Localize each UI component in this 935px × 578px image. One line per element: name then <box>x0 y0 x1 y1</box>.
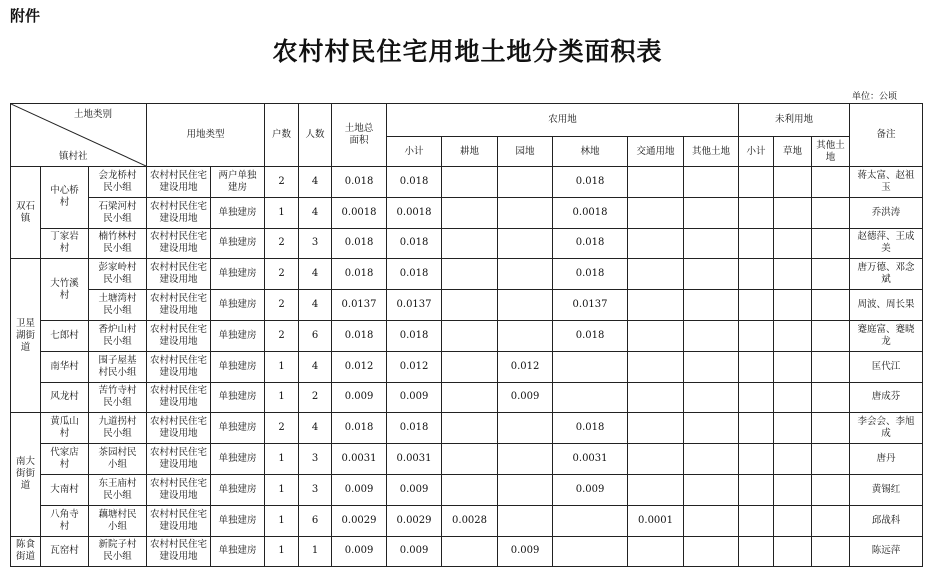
other-cell <box>684 444 739 475</box>
households-cell: 1 <box>265 474 299 505</box>
grass-cell <box>774 259 812 290</box>
table-row <box>11 536 923 567</box>
garden-cell: 0.009 <box>498 382 553 413</box>
village-cell: 风龙村 <box>41 382 89 413</box>
households-cell: 1 <box>265 505 299 536</box>
header-other-land: 其他土地 <box>684 137 739 167</box>
table-row <box>11 351 923 382</box>
subtotal-cell: 0.018 <box>387 167 442 198</box>
unused-sub-cell <box>739 382 774 413</box>
grass-cell <box>774 382 812 413</box>
arable-cell <box>442 290 498 321</box>
households-cell: 2 <box>265 320 299 351</box>
unused-other-cell <box>812 351 850 382</box>
village-cell: 大南村 <box>41 474 89 505</box>
transport-cell <box>628 413 684 444</box>
header-people: 人数 <box>299 104 332 167</box>
unit-label: 单位：公顷 <box>851 92 897 102</box>
households-cell: 1 <box>265 197 299 228</box>
garden-cell <box>498 413 553 444</box>
other-cell <box>684 351 739 382</box>
attachment-label: 附件 <box>10 7 41 25</box>
header-total-area: 土地总面积 <box>332 104 387 167</box>
land-use-type-cell: 农村村民住宅建设用地 <box>147 197 211 228</box>
building-note-cell: 单独建房 <box>211 290 265 321</box>
forest-cell: 0.018 <box>553 167 628 198</box>
unused-sub-cell <box>739 320 774 351</box>
total-cell: 0.018 <box>332 167 387 198</box>
grass-cell <box>774 167 812 198</box>
unused-sub-cell <box>739 536 774 567</box>
table-row <box>11 320 923 351</box>
other-cell <box>684 320 739 351</box>
total-cell: 0.018 <box>332 228 387 259</box>
total-cell: 0.0137 <box>332 290 387 321</box>
unused-sub-cell <box>739 474 774 505</box>
forest-cell: 0.018 <box>553 413 628 444</box>
unused-sub-cell <box>739 444 774 475</box>
header-unused-subtotal: 小计 <box>739 137 774 167</box>
table-row <box>11 197 923 228</box>
other-cell <box>684 197 739 228</box>
arable-cell <box>442 167 498 198</box>
transport-cell <box>628 320 684 351</box>
garden-cell <box>498 259 553 290</box>
transport-cell <box>628 228 684 259</box>
grass-cell <box>774 474 812 505</box>
village-cell: 南华村 <box>41 351 89 382</box>
header-arable: 耕地 <box>442 137 498 167</box>
land-use-type-cell: 农村村民住宅建设用地 <box>147 444 211 475</box>
remark-cell: 蒋太富、赵祖玉 <box>850 167 923 198</box>
group-cell: 彭家岭村民小组 <box>89 259 147 290</box>
remark-cell: 邱战科 <box>850 505 923 536</box>
group-cell: 东王庙村民小组 <box>89 474 147 505</box>
people-cell: 4 <box>299 290 332 321</box>
households-cell: 2 <box>265 259 299 290</box>
people-cell: 3 <box>299 444 332 475</box>
header-grassland: 草地 <box>774 137 812 167</box>
group-cell: 藕塘村民小组 <box>89 505 147 536</box>
land-area-table <box>10 103 923 567</box>
subtotal-cell: 0.018 <box>387 413 442 444</box>
village-cell: 七郎村 <box>41 320 89 351</box>
transport-cell <box>628 536 684 567</box>
forest-cell: 0.009 <box>553 474 628 505</box>
other-cell <box>684 413 739 444</box>
people-cell: 4 <box>299 351 332 382</box>
header-forest: 林地 <box>553 137 628 167</box>
header-remarks: 备注 <box>850 104 923 167</box>
remark-cell: 赵德萍、王成美 <box>850 228 923 259</box>
transport-cell <box>628 197 684 228</box>
building-note-cell: 两户单独建房 <box>211 167 265 198</box>
unused-other-cell <box>812 505 850 536</box>
village-cell: 丁家岩村 <box>41 228 89 259</box>
remark-cell: 乔洪涛 <box>850 197 923 228</box>
grass-cell <box>774 197 812 228</box>
building-note-cell: 单独建房 <box>211 228 265 259</box>
header-land-use-type: 用地类型 <box>147 104 265 167</box>
subtotal-cell: 0.0031 <box>387 444 442 475</box>
total-cell: 0.009 <box>332 474 387 505</box>
land-use-type-cell: 农村村民住宅建设用地 <box>147 413 211 444</box>
unused-other-cell <box>812 228 850 259</box>
garden-cell: 0.012 <box>498 351 553 382</box>
arable-cell <box>442 444 498 475</box>
unused-other-cell <box>812 167 850 198</box>
households-cell: 1 <box>265 536 299 567</box>
other-cell <box>684 259 739 290</box>
unused-sub-cell <box>739 197 774 228</box>
households-cell: 1 <box>265 351 299 382</box>
garden-cell <box>498 320 553 351</box>
group-cell: 围子屋基村民小组 <box>89 351 147 382</box>
people-cell: 3 <box>299 474 332 505</box>
table-row <box>11 413 923 444</box>
forest-cell <box>553 351 628 382</box>
land-use-type-cell: 农村村民住宅建设用地 <box>147 474 211 505</box>
unused-other-cell <box>812 382 850 413</box>
total-cell: 0.012 <box>332 351 387 382</box>
forest-cell <box>553 505 628 536</box>
land-use-type-cell: 农村村民住宅建设用地 <box>147 536 211 567</box>
building-note-cell: 单独建房 <box>211 351 265 382</box>
arable-cell <box>442 351 498 382</box>
arable-cell <box>442 228 498 259</box>
other-cell <box>684 228 739 259</box>
people-cell: 4 <box>299 197 332 228</box>
table-row <box>11 505 923 536</box>
transport-cell <box>628 474 684 505</box>
remark-cell: 周波、周长果 <box>850 290 923 321</box>
total-cell: 0.018 <box>332 413 387 444</box>
arable-cell <box>442 320 498 351</box>
garden-cell <box>498 197 553 228</box>
building-note-cell: 单独建房 <box>211 197 265 228</box>
forest-cell <box>553 382 628 413</box>
table-row <box>11 382 923 413</box>
transport-cell <box>628 167 684 198</box>
village-cell: 代家店村 <box>41 444 89 475</box>
subtotal-cell: 0.009 <box>387 536 442 567</box>
unused-other-cell <box>812 444 850 475</box>
town-cell: 双石镇 <box>11 167 41 259</box>
building-note-cell: 单独建房 <box>211 505 265 536</box>
forest-cell: 0.018 <box>553 320 628 351</box>
group-cell: 九道拐村民小组 <box>89 413 147 444</box>
arable-cell <box>442 259 498 290</box>
people-cell: 6 <box>299 320 332 351</box>
land-use-type-cell: 农村村民住宅建设用地 <box>147 228 211 259</box>
header-land-category: 土地类别 <box>74 109 113 120</box>
building-note-cell: 单独建房 <box>211 413 265 444</box>
households-cell: 2 <box>265 228 299 259</box>
households-cell: 2 <box>265 413 299 444</box>
households-cell: 1 <box>265 444 299 475</box>
group-cell: 石梁河村民小组 <box>89 197 147 228</box>
header-households: 户数 <box>265 104 299 167</box>
building-note-cell: 单独建房 <box>211 444 265 475</box>
people-cell: 4 <box>299 259 332 290</box>
building-note-cell: 单独建房 <box>211 536 265 567</box>
land-use-type-cell: 农村村民住宅建设用地 <box>147 259 211 290</box>
header-agricultural: 农用地 <box>387 104 739 137</box>
garden-cell: 0.009 <box>498 536 553 567</box>
total-cell: 0.018 <box>332 320 387 351</box>
remark-cell: 李会会、李旭成 <box>850 413 923 444</box>
total-cell: 0.0031 <box>332 444 387 475</box>
unused-other-cell <box>812 536 850 567</box>
subtotal-cell: 0.0137 <box>387 290 442 321</box>
town-cell: 陈食街道 <box>11 536 41 567</box>
building-note-cell: 单独建房 <box>211 474 265 505</box>
garden-cell <box>498 290 553 321</box>
subtotal-cell: 0.009 <box>387 382 442 413</box>
land-use-type-cell: 农村村民住宅建设用地 <box>147 320 211 351</box>
unused-sub-cell <box>739 351 774 382</box>
remark-cell: 陈远萍 <box>850 536 923 567</box>
group-cell: 茶园村民小组 <box>89 444 147 475</box>
group-cell: 香炉山村民小组 <box>89 320 147 351</box>
unused-sub-cell <box>739 413 774 444</box>
transport-cell <box>628 444 684 475</box>
header-garden: 园地 <box>498 137 553 167</box>
other-cell <box>684 536 739 567</box>
people-cell: 2 <box>299 382 332 413</box>
subtotal-cell: 0.012 <box>387 351 442 382</box>
forest-cell <box>553 536 628 567</box>
land-use-type-cell: 农村村民住宅建设用地 <box>147 505 211 536</box>
unused-sub-cell <box>739 290 774 321</box>
header-other-land-2: 其他土地 <box>812 137 850 167</box>
village-cell: 黄瓜山村 <box>41 413 89 444</box>
table-row <box>11 228 923 259</box>
table-row <box>11 474 923 505</box>
grass-cell <box>774 351 812 382</box>
grass-cell <box>774 320 812 351</box>
remark-cell: 唐成芬 <box>850 382 923 413</box>
households-cell: 2 <box>265 290 299 321</box>
transport-cell <box>628 290 684 321</box>
people-cell: 4 <box>299 167 332 198</box>
unused-sub-cell <box>739 167 774 198</box>
table-row <box>11 290 923 321</box>
header-transport: 交通用地 <box>628 137 684 167</box>
grass-cell <box>774 444 812 475</box>
transport-cell <box>628 259 684 290</box>
land-use-type-cell: 农村村民住宅建设用地 <box>147 167 211 198</box>
unused-other-cell <box>812 290 850 321</box>
header-unused: 未利用地 <box>739 104 850 137</box>
header-town-village: 镇村社 <box>59 151 88 162</box>
subtotal-cell: 0.018 <box>387 259 442 290</box>
table-row <box>11 259 923 290</box>
group-cell: 新院子村民小组 <box>89 536 147 567</box>
remark-cell: 唐丹 <box>850 444 923 475</box>
grass-cell <box>774 228 812 259</box>
village-cell: 瓦窑村 <box>41 536 89 567</box>
forest-cell: 0.018 <box>553 228 628 259</box>
unused-other-cell <box>812 320 850 351</box>
diagonal-header-cell <box>11 104 147 167</box>
subtotal-cell: 0.0018 <box>387 197 442 228</box>
people-cell: 1 <box>299 536 332 567</box>
garden-cell <box>498 505 553 536</box>
grass-cell <box>774 290 812 321</box>
people-cell: 4 <box>299 413 332 444</box>
arable-cell <box>442 382 498 413</box>
building-note-cell: 单独建房 <box>211 382 265 413</box>
subtotal-cell: 0.009 <box>387 474 442 505</box>
forest-cell: 0.018 <box>553 259 628 290</box>
total-cell: 0.0018 <box>332 197 387 228</box>
document-title: 农村村民住宅用地土地分类面积表 <box>272 37 663 66</box>
total-cell: 0.009 <box>332 536 387 567</box>
total-cell: 0.018 <box>332 259 387 290</box>
arable-cell <box>442 413 498 444</box>
forest-cell: 0.0137 <box>553 290 628 321</box>
remark-cell: 唐万德、邓念斌 <box>850 259 923 290</box>
forest-cell: 0.0018 <box>553 197 628 228</box>
land-use-type-cell: 农村村民住宅建设用地 <box>147 382 211 413</box>
other-cell <box>684 505 739 536</box>
unused-other-cell <box>812 259 850 290</box>
arable-cell <box>442 474 498 505</box>
garden-cell <box>498 167 553 198</box>
remark-cell: 蹇庭富、蹇晓龙 <box>850 320 923 351</box>
header-agri-subtotal: 小计 <box>387 137 442 167</box>
group-cell: 楠竹林村民小组 <box>89 228 147 259</box>
subtotal-cell: 0.018 <box>387 228 442 259</box>
group-cell: 会龙桥村民小组 <box>89 167 147 198</box>
village-cell: 中心桥村 <box>41 167 89 229</box>
subtotal-cell: 0.0029 <box>387 505 442 536</box>
forest-cell: 0.0031 <box>553 444 628 475</box>
grass-cell <box>774 413 812 444</box>
unused-sub-cell <box>739 505 774 536</box>
building-note-cell: 单独建房 <box>211 259 265 290</box>
other-cell <box>684 382 739 413</box>
unused-sub-cell <box>739 228 774 259</box>
households-cell: 2 <box>265 167 299 198</box>
arable-cell: 0.0028 <box>442 505 498 536</box>
arable-cell <box>442 197 498 228</box>
table-row <box>11 167 923 198</box>
unused-other-cell <box>812 197 850 228</box>
building-note-cell: 单独建房 <box>211 320 265 351</box>
table-row <box>11 444 923 475</box>
garden-cell <box>498 228 553 259</box>
households-cell: 1 <box>265 382 299 413</box>
total-cell: 0.0029 <box>332 505 387 536</box>
garden-cell <box>498 474 553 505</box>
people-cell: 6 <box>299 505 332 536</box>
town-cell: 卫星湖街道 <box>11 259 41 413</box>
other-cell <box>684 167 739 198</box>
land-use-type-cell: 农村村民住宅建设用地 <box>147 351 211 382</box>
other-cell <box>684 474 739 505</box>
arable-cell <box>442 536 498 567</box>
remark-cell: 黄锡红 <box>850 474 923 505</box>
grass-cell <box>774 505 812 536</box>
subtotal-cell: 0.018 <box>387 320 442 351</box>
garden-cell <box>498 444 553 475</box>
unused-other-cell <box>812 474 850 505</box>
land-use-type-cell: 农村村民住宅建设用地 <box>147 290 211 321</box>
total-cell: 0.009 <box>332 382 387 413</box>
group-cell: 苦竹寺村民小组 <box>89 382 147 413</box>
transport-cell <box>628 382 684 413</box>
transport-cell: 0.0001 <box>628 505 684 536</box>
grass-cell <box>774 536 812 567</box>
people-cell: 3 <box>299 228 332 259</box>
unused-sub-cell <box>739 259 774 290</box>
table-body <box>11 167 923 567</box>
transport-cell <box>628 351 684 382</box>
unused-other-cell <box>812 413 850 444</box>
town-cell: 南大街街道 <box>11 413 41 536</box>
village-cell: 八角寺村 <box>41 505 89 536</box>
remark-cell: 匡代江 <box>850 351 923 382</box>
village-cell: 大竹溪村 <box>41 259 89 321</box>
group-cell: 土塘湾村民小组 <box>89 290 147 321</box>
other-cell <box>684 290 739 321</box>
